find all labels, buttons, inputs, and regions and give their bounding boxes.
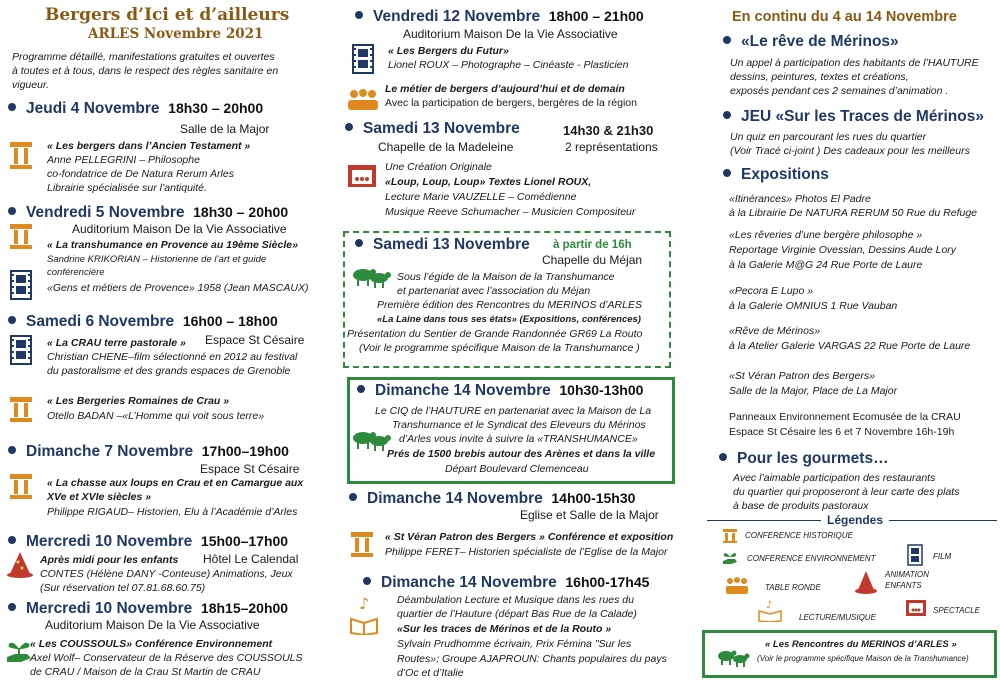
event-line: Librairie spécialisée sur l’antiquité. <box>47 182 207 194</box>
event-line: Sous l’égide de la Maison de la Transhumance <box>397 271 615 283</box>
legend-label: CONFERENCE ENVIRONNEMENT <box>747 554 876 563</box>
book-music-icon <box>758 598 782 622</box>
film-strip-icon <box>352 44 374 74</box>
exhibit-line: «Rêve de Mérinos» <box>729 325 821 337</box>
svg-text:♪: ♪ <box>766 600 773 611</box>
event-line: « St Véran Patron des Bergers » Conférence et exposition <box>385 531 674 543</box>
event-line: Transhumance et le Syndicat des Eleveurs du Mérinos <box>392 419 646 431</box>
bullet-icon <box>8 207 16 215</box>
section-title: Pour les gourmets… <box>719 450 889 468</box>
bullet-icon <box>363 577 371 585</box>
book-music-icon <box>349 595 379 635</box>
bullet-icon <box>8 446 16 454</box>
event-line: Présentation du Sentier de Grande Randonnée GR69 La Routo <box>347 328 643 340</box>
section-line: Un appel à participation des habitants de l’HAUTURE <box>730 57 979 69</box>
event-line: Première édition des Rencontres du MERINOS d’ARLES <box>377 299 642 311</box>
column-middle <box>335 0 705 687</box>
bullet-icon <box>345 123 353 131</box>
event-venue: Hôtel Le Calendal <box>203 552 299 566</box>
bullet-icon <box>723 169 731 177</box>
section-title: Expositions <box>723 166 829 184</box>
event-line: Avec la participation de bergers, bergères de la région <box>385 97 637 109</box>
film-strip-icon <box>907 544 923 566</box>
event-line: Sandrine KRIKORIAN – Historienne de l’art et guide <box>47 254 267 265</box>
event-line: Après midi pour les enfants <box>40 554 179 566</box>
exhibit-line: Reportage Virginie Ovessian, Dessins Aude Lory <box>729 244 957 256</box>
exhibit-line: «Les rêveries d’une bergère philosophe » <box>729 229 923 241</box>
section-line: Avec l’aimable participation des restaurants <box>733 472 936 484</box>
event-venue: Eglise et Salle de la Major <box>520 508 659 522</box>
event-line: «Gens et métiers de Provence» 1958 (Jean MASCAUX) <box>47 282 309 294</box>
legend-box-title: « Les Rencontres du MERINOS d’ARLES » <box>765 639 957 650</box>
event-time: 14h30 & 21h30 <box>563 123 654 138</box>
event-line: « Les Bergers du Futur» <box>388 45 509 57</box>
legend-title: Légendes <box>821 513 889 527</box>
event-line: quartier de l’Hauture (départ Bas Rue de la Calade) <box>397 608 637 620</box>
intro-line: à toutes et à tous, dans le respect des règles sanitaire en <box>12 65 279 77</box>
event-line: « Les bergers dans l’Ancien Testament » <box>47 140 251 152</box>
round-table-icon <box>725 577 749 595</box>
column-pillar-icon <box>8 472 34 500</box>
legend-label: TABLE RONDE <box>765 583 821 592</box>
event-line: Anne PELLEGRINI – Philosophe <box>47 154 200 166</box>
legend-box-subtitle: (Voir le programme spécifique Maison de la Transhumance) <box>757 654 969 663</box>
event-line: Prés de 1500 brebis autour des Arènes et dans la ville <box>387 448 656 460</box>
legend-label: ENFANTS <box>885 581 922 590</box>
event-line: Axel Wolf– Conservateur de la Réserve des COUSSOULS <box>30 652 303 664</box>
event-line: «Loup, Loup, Loup» Textes Lionel ROUX, <box>385 176 592 188</box>
wizard-hat-icon <box>854 570 878 596</box>
legend-label: SPECTACLE <box>933 606 980 615</box>
event-line: XVe et XVIe siècles » <box>47 491 152 503</box>
legend-label: CONFERENCE HISTORIQUE <box>745 531 853 540</box>
event-line: « Les Bergeries Romaines de Crau » <box>47 395 230 407</box>
page-subtitle: ARLES Novembre 2021 <box>88 26 264 42</box>
event-date: Vendredi 12 Novembre 18h00 – 21h00 <box>355 8 644 26</box>
event-line: « Les COUSSOULS» Conférence Environnement <box>30 638 273 650</box>
event-line: «La Laine dans tous ses états» (Expositions, conférences) <box>377 314 641 325</box>
event-line: (Sur réservation tel 07.81.68.60.75) <box>40 582 206 594</box>
event-date: Dimanche 7 Novembre 17h00–19h00 <box>8 443 289 461</box>
event-line: Philippe RIGAUD– Historien, Elu à l’Académie d’Arles <box>47 506 298 518</box>
event-line: Sylvain Prudhomme écrivain, Prix Fémina "Sur les <box>397 638 632 650</box>
wizard-hat-icon <box>6 550 34 580</box>
plant-hand-icon <box>722 549 738 565</box>
event-date: Mercredi 10 Novembre 18h15–20h00 <box>8 600 288 618</box>
event-line: « La transhumance en Provence au 19ème Siècle» <box>47 239 298 251</box>
legend-label: ANIMATION <box>885 570 929 579</box>
event-line: Le CIQ de l’HAUTURE en partenariat avec la Maison de La <box>375 405 652 417</box>
event-venue: Chapelle du Méjan <box>542 253 643 267</box>
column-pillar-icon <box>8 395 34 423</box>
exhibit-line: Salle de la Major, Place de La Major <box>729 385 898 397</box>
event-line: «Sur les traces de Mérinos et de la Routo » <box>397 623 612 635</box>
exhibit-line: à la Atelier Galerie VARGAS 22 Rue Porte de Laure <box>729 340 971 352</box>
event-line: CONTES (Hélène DANY -Conteuse) Animations, Jeux <box>40 568 293 580</box>
event-venue: Salle de la Major <box>180 122 270 136</box>
event-time: à partir de 16h <box>553 239 632 251</box>
event-line: Déambulation Lecture et Musique dans les rues du <box>397 594 634 606</box>
theatre-stage-icon <box>905 599 927 617</box>
event-date: Vendredi 5 Novembre 18h30 – 20h00 <box>8 204 288 222</box>
event-date: Jeudi 4 Novembre 18h30 – 20h00 <box>8 100 263 118</box>
event-line: d’Oc et d’Italie <box>397 667 464 679</box>
event-line: Lionel ROUX – Photographe – Cinéaste - Plasticien <box>388 59 629 71</box>
section-line: du quartier qui proposeront à leur carte des plats <box>733 486 960 498</box>
film-strip-icon <box>10 335 32 365</box>
bullet-icon <box>355 239 363 247</box>
event-note: 2 représentations <box>565 140 658 154</box>
bullet-icon <box>355 11 363 19</box>
bullet-icon <box>723 111 731 119</box>
section-line: exposés pendant ces 2 semaines d’animation . <box>730 85 949 97</box>
event-date: Dimanche 14 Novembre 14h00-15h30 <box>349 490 635 508</box>
bullet-icon <box>8 316 16 324</box>
event-venue: Auditorium Maison De la Vie Associative <box>403 27 618 41</box>
event-line: du pastoralisme et des grands espaces de Grenoble <box>47 365 291 377</box>
bullet-icon <box>8 103 16 111</box>
section-line: Un quiz en parcourant les rues du quartier <box>730 131 927 143</box>
exhibit-line: Panneaux Environnement Ecomusée de la CRAU <box>729 411 961 423</box>
event-line: conférencière <box>47 267 105 278</box>
bullet-icon <box>723 36 731 44</box>
event-line: (Voir le programme spécifique Maison de la Transhumance ) <box>359 342 640 354</box>
event-venue: Auditorium Maison De la Vie Associative <box>72 222 287 236</box>
event-line: « La chasse aux loups en Crau et en Camargue aux <box>47 477 304 489</box>
column-pillar-icon <box>8 140 34 170</box>
event-line: de CRAU / Maison de la Crau St Martin de CRAU <box>30 666 261 678</box>
event-line: « La CRAU terre pastorale » <box>47 337 186 349</box>
event-date: Samedi 13 Novembre <box>345 120 520 138</box>
bullet-icon <box>8 536 16 544</box>
event-line: d’Arles vous invite à suivre la «TRANSHUMANCE» <box>399 433 638 445</box>
event-line: Musique Reeve Schumacher – Musicien Compositeur <box>385 206 636 218</box>
event-venue: Auditorium Maison De la Vie Associative <box>45 618 260 632</box>
section-title: JEU «Sur les Traces de Mérinos» <box>723 108 984 126</box>
continuous-heading: En continu du 4 au 14 Novembre <box>732 9 957 25</box>
film-strip-icon <box>10 270 32 300</box>
svg-text:♪: ♪ <box>359 595 370 613</box>
event-line: et partenariat avec l’association du Méjan <box>397 285 591 297</box>
event-line: Lecture Marie VAUZELLE – Comédienne <box>385 191 577 203</box>
event-line: Le métier de bergers d’aujourd’hui et de demain <box>385 83 625 95</box>
event-venue: Espace St Césaire <box>205 333 305 347</box>
exhibit-line: à la Librairie De NATURA RERUM 50 Rue du Refuge <box>729 207 978 219</box>
event-venue: Chapelle de la Madeleine <box>378 140 514 154</box>
event-date: Samedi 6 Novembre 16h00 – 18h00 <box>8 313 278 331</box>
exhibit-line: à la Galerie OMNIUS 1 Rue Vauban <box>729 300 898 312</box>
event-line: Christian CHENE–film sélectionné en 2012 au festival <box>47 351 298 363</box>
event-line: Une Création Originale <box>385 161 492 173</box>
intro-line: vigueur. <box>12 79 49 91</box>
page-title: Bergers d’Ici et d’ailleurs <box>45 5 290 25</box>
section-title: «Le rêve de Mérinos» <box>723 33 899 51</box>
event-line: Philippe FERET– Historien spécialiste de l’Eglise de la Major <box>385 546 668 558</box>
sheep-icon <box>349 262 393 290</box>
event-date: Mercredi 10 Novembre 15h00–17h00 <box>8 533 288 551</box>
exhibit-line: Espace St Césaire les 6 et 7 Novembre 16h-19h <box>729 426 955 438</box>
exhibit-line: «Itinérances» Photos El Padre <box>729 193 871 205</box>
column-right <box>705 0 1000 687</box>
intro-line: Programme détaillé, manifestations gratuites et ouvertes <box>12 51 275 63</box>
section-line: dessins, peintures, textes et créations, <box>730 71 909 83</box>
bullet-icon <box>8 603 16 611</box>
exhibit-line: «Pecora E Lupo » <box>729 285 814 297</box>
section-line: à base de produits pastoraux <box>733 500 869 512</box>
round-table-icon <box>347 88 379 112</box>
column-left <box>0 0 335 687</box>
theatre-stage-icon <box>347 164 377 188</box>
event-date: Samedi 13 Novembre <box>355 236 530 254</box>
bullet-icon <box>357 385 365 393</box>
event-line: Routes»; Groupe AJAPROUN: Chants populaires du pays <box>397 653 667 665</box>
event-line: Otello BADAN –«L’Homme qui voit sous terre» <box>47 410 265 422</box>
event-date: Dimanche 14 Novembre 10h30-13h00 <box>357 382 643 400</box>
event-line: co-fondatrice de De Natura Rerum Arles <box>47 168 234 180</box>
event-venue: Espace St Césaire <box>200 462 300 476</box>
legend-label: LECTURE/MUSIQUE <box>799 613 876 622</box>
event-line: Départ Boulevard Clemenceau <box>445 463 589 475</box>
exhibit-line: à la Galerie M@G 24 Rue Porte de Laure <box>729 259 923 271</box>
section-line: (Voir Tracé ci-joint ) Des cadeaux pour les meilleurs <box>730 145 970 157</box>
bullet-icon <box>349 493 357 501</box>
event-date: Dimanche 14 Novembre 16h00-17h45 <box>363 574 649 592</box>
sheep-icon <box>715 645 751 669</box>
plant-hand-icon <box>5 635 33 665</box>
column-pillar-icon <box>722 528 738 544</box>
column-pillar-icon <box>349 530 375 558</box>
bullet-icon <box>719 453 727 461</box>
column-pillar-icon <box>8 222 34 250</box>
exhibit-line: «St Véran Patron des Bergers» <box>729 370 875 382</box>
legend-label: FILM <box>933 552 952 561</box>
